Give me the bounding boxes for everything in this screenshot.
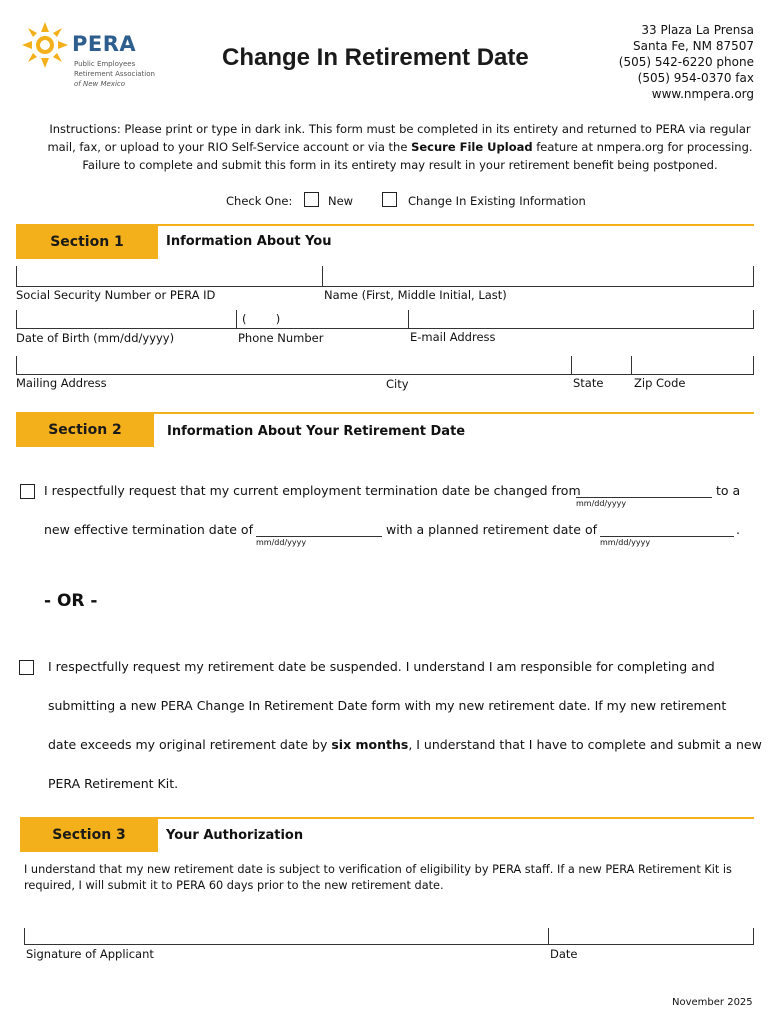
phone-area-code: ( ) — [242, 312, 281, 326]
field-divider — [236, 310, 237, 328]
signature-label: Signature of Applicant — [26, 947, 154, 961]
section2-label: Section 2 — [16, 413, 154, 447]
new-option-label: New — [328, 194, 354, 208]
phone-line: (505) 542-6220 phone — [618, 55, 754, 69]
field-divider — [16, 310, 17, 328]
field-divider — [571, 356, 572, 374]
address-line-rule — [16, 374, 754, 375]
section2-title: Information About Your Retirement Date — [167, 424, 466, 439]
field-divider — [753, 310, 754, 328]
field-divider — [753, 356, 754, 374]
authorization-line-2: required, I will submit it to PERA 60 days prior to the new retirement date. — [24, 879, 444, 892]
field-divider — [16, 356, 17, 374]
zip-code-label: Zip Code — [634, 376, 686, 390]
logo-subtitle-3: of New Mexico — [74, 80, 126, 88]
new-termination-date-text: new effective termination date of — [44, 522, 253, 537]
suspend-request-text-2: submitting a new PERA Change In Retirement Date form with my new retirement date. If my new retirement — [48, 698, 727, 713]
instructions-text-2: feature at nmpera.org for processing. — [532, 140, 753, 154]
change-date-checkbox[interactable] — [20, 484, 35, 499]
six-months-text: six months — [331, 737, 409, 752]
instructions-text: Instructions: Please print or type in dark ink. This form must be completed in its entirety and returned to PERA via regular mail, fax, or upload to your RIO Self-Service account or via the — [47, 122, 751, 154]
suspend-request-text-3 — [48, 737, 762, 752]
change-existing-label: Change In Existing Information — [408, 194, 586, 208]
logo-subtitle-2: Retirement Association — [74, 70, 155, 78]
ssn-field-label: Social Security Number or PERA ID — [16, 288, 216, 302]
new-checkbox[interactable] — [304, 192, 319, 207]
state-label: State — [573, 376, 604, 390]
logo-name: PERA — [72, 32, 137, 56]
logo-subtitle-1: Public Employees — [74, 60, 136, 68]
signature-line[interactable] — [24, 944, 754, 945]
name-field-label: Name (First, Middle Initial, Last) — [324, 288, 507, 302]
date-label: Date — [550, 947, 578, 961]
address-line: Santa Fe, NM 87507 — [632, 39, 754, 53]
planned-retirement-date-field[interactable] — [600, 520, 734, 537]
new-termination-date-field[interactable] — [256, 520, 382, 537]
section1-label: Section 1 — [16, 225, 158, 259]
sentence-period: . — [736, 522, 740, 537]
suspend-text-part: date exceeds my original retirement date by — [48, 737, 332, 752]
field-divider — [24, 928, 25, 944]
city-label: City — [386, 377, 409, 391]
dob-field-label: Date of Birth (mm/dd/yyyy) — [16, 331, 175, 345]
mailing-address-label: Mailing Address — [16, 376, 107, 390]
field-divider — [548, 928, 549, 944]
sun-logo-icon — [20, 20, 70, 70]
field-divider — [408, 310, 409, 328]
date-format-hint: mm/dd/yyyy — [256, 538, 307, 547]
section3-title: Your Authorization — [166, 828, 304, 843]
suspend-request-text-1: I respectfully request my retirement date be suspended. I understand I am responsible for completing and — [48, 659, 715, 674]
current-termination-date-field[interactable] — [576, 481, 712, 498]
instructions — [40, 120, 760, 174]
section3-label: Section 3 — [20, 818, 158, 852]
footer-date: November 2025 — [672, 997, 753, 1008]
field-divider — [322, 266, 323, 286]
to-a-text: to a — [716, 483, 741, 498]
date-format-hint: mm/dd/yyyy — [600, 538, 651, 547]
field-divider — [753, 266, 754, 286]
email-field-label: E-mail Address — [410, 330, 496, 344]
change-existing-checkbox[interactable] — [382, 192, 397, 207]
pera-logo — [20, 20, 170, 92]
address-line: 33 Plaza La Prensa — [641, 23, 754, 37]
authorization-text — [24, 862, 756, 894]
website-link[interactable]: www.nmpera.org — [651, 87, 754, 101]
suspend-request-text-4: PERA Retirement Kit. — [48, 776, 179, 791]
check-one-label: Check One: — [226, 194, 293, 208]
date-format-hint: mm/dd/yyyy — [576, 499, 627, 508]
fax-line: (505) 954-0370 fax — [637, 71, 754, 85]
dob-phone-email-line — [16, 328, 754, 329]
change-date-request-text: I respectfully request that my current employment termination date be changed from — [44, 483, 581, 498]
suspend-text-part: , I understand that I have to complete and submit a new — [408, 737, 762, 752]
suspend-date-checkbox[interactable] — [19, 660, 34, 675]
ssn-name-line — [16, 286, 754, 287]
section1-title: Information About You — [166, 234, 332, 249]
or-divider: - OR - — [44, 591, 98, 611]
phone-field-label: Phone Number — [238, 331, 324, 345]
contact-address — [619, 22, 754, 102]
planned-retirement-date-text: with a planned retirement date of — [386, 522, 597, 537]
authorization-line-1: I understand that my new retirement date is subject to verification of eligibility by PERA staff. If a new PERA Retirement Kit is — [24, 863, 732, 876]
page-title: Change In Retirement Date — [222, 44, 529, 71]
field-divider — [631, 356, 632, 374]
instructions-warning: Failure to complete and submit this form in its entirety may result in your retirement benefit being postponed. — [82, 158, 718, 172]
field-divider — [753, 928, 754, 944]
field-divider — [16, 266, 17, 286]
secure-upload-text: Secure File Upload — [411, 140, 533, 154]
